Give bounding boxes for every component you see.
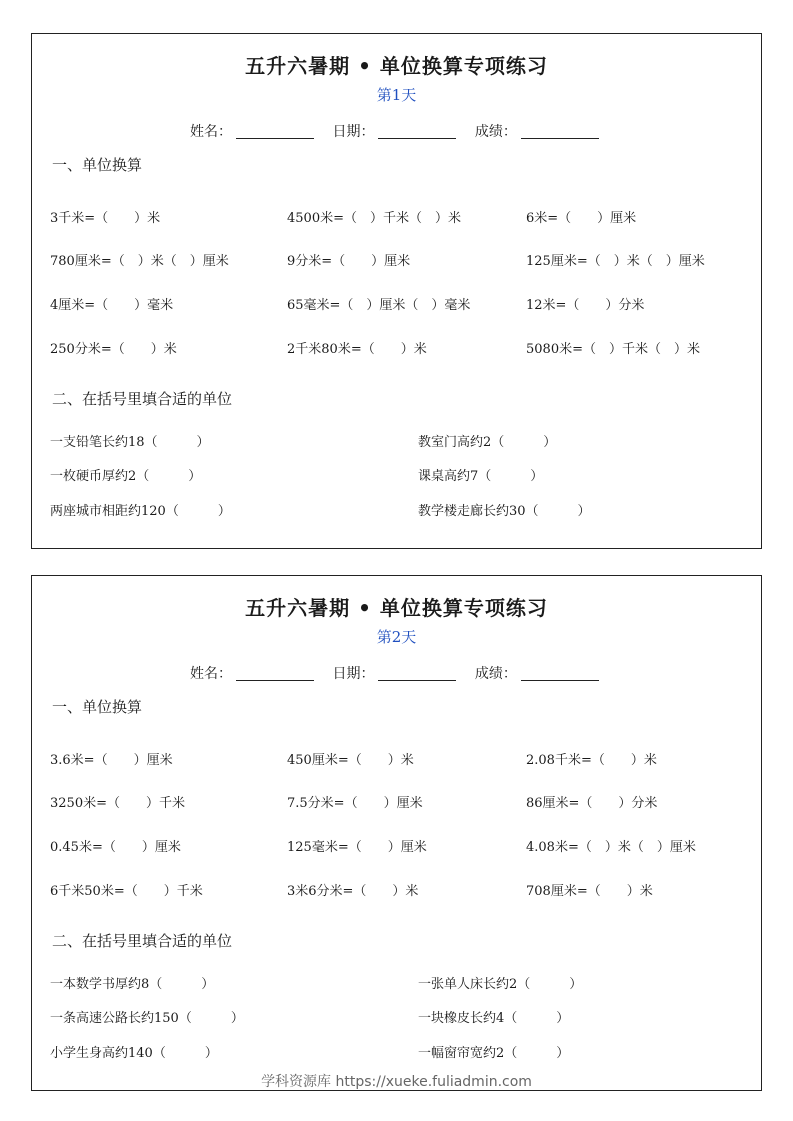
conversion-question: 4厘米=（ ）毫米 — [50, 298, 174, 313]
unit-question: 两座城市相距约120（ ） — [50, 504, 231, 519]
conversion-question: 250分米=（ ）米 — [50, 342, 177, 357]
conversion-question: 2千米80米=（ ）米 — [287, 342, 427, 357]
date-blank[interactable] — [378, 680, 456, 681]
section-unit-conversion: 一、单位换算 — [52, 698, 143, 716]
conversion-question: 3250米=（ ）千米 — [50, 796, 185, 811]
conversion-question: 4500米=（ ）千米（ ）米 — [287, 211, 461, 226]
name-label: 姓名： — [190, 124, 232, 140]
conversion-question: 450厘米=（ ）米 — [287, 753, 414, 768]
score-blank[interactable] — [521, 138, 599, 139]
conversion-question: 780厘米=（ ）米（ ）厘米 — [50, 254, 229, 269]
unit-question: 一条高速公路长约150（ ） — [50, 1011, 244, 1026]
conversion-question: 3米6分米=（ ）米 — [287, 884, 419, 899]
day-label: 第2天 — [376, 628, 417, 646]
conversion-question: 65毫米=（ ）厘米（ ）毫米 — [287, 298, 471, 313]
section-fill-units: 二、在括号里填合适的单位 — [52, 390, 233, 408]
conversion-question: 12米=（ ）分米 — [526, 298, 645, 313]
source-footer: 学科资源库 https://xueke.fuliadmin.com — [261, 1074, 532, 1090]
name-label: 姓名： — [190, 666, 232, 682]
worksheet-day-1 — [31, 33, 762, 549]
conversion-question: 0.45米=（ ）厘米 — [50, 840, 181, 855]
conversion-question: 125毫米=（ ）厘米 — [287, 840, 427, 855]
student-info-row — [190, 663, 613, 683]
conversion-question: 708厘米=（ ）米 — [526, 884, 653, 899]
score-label: 成绩： — [474, 124, 517, 140]
score-blank[interactable] — [521, 680, 599, 681]
conversion-question: 5080米=（ ）千米（ ）米 — [526, 342, 700, 357]
student-info-row — [190, 121, 613, 141]
day-label: 第1天 — [376, 86, 417, 104]
unit-question: 一张单人床长约2（ ） — [418, 977, 583, 992]
unit-question: 教室门高约2（ ） — [418, 435, 557, 450]
conversion-question: 86厘米=（ ）分米 — [526, 796, 658, 811]
unit-question: 一支铅笔长约18（ ） — [50, 435, 210, 450]
conversion-question: 125厘米=（ ）米（ ）厘米 — [526, 254, 705, 269]
name-blank[interactable] — [236, 680, 314, 681]
conversion-question: 7.5分米=（ ）厘米 — [287, 796, 423, 811]
unit-question: 一幅窗帘宽约2（ ） — [418, 1046, 570, 1061]
section-unit-conversion: 一、单位换算 — [52, 156, 143, 174]
conversion-question: 6米=（ ）厘米 — [526, 211, 637, 226]
date-label: 日期： — [332, 124, 375, 140]
worksheet-title: 五升六暑期 • 单位换算专项练习 — [245, 54, 548, 78]
conversion-question: 3千米=（ ）米 — [50, 211, 161, 226]
date-label: 日期： — [332, 666, 375, 682]
name-blank[interactable] — [236, 138, 314, 139]
worksheet-day-2 — [31, 575, 762, 1091]
conversion-question: 9分米=（ ）厘米 — [287, 254, 411, 269]
worksheet-title: 五升六暑期 • 单位换算专项练习 — [245, 596, 548, 620]
unit-question: 教学楼走廊长约30（ ） — [418, 504, 591, 519]
conversion-question: 2.08千米=（ ）米 — [526, 753, 657, 768]
unit-question: 一本数学书厚约8（ ） — [50, 977, 215, 992]
conversion-question: 4.08米=（ ）米（ ）厘米 — [526, 840, 696, 855]
unit-question: 小学生身高约140（ ） — [50, 1046, 218, 1061]
conversion-question: 3.6米=（ ）厘米 — [50, 753, 173, 768]
unit-question: 一块橡皮长约4（ ） — [418, 1011, 570, 1026]
unit-question: 一枚硬币厚约2（ ） — [50, 469, 202, 484]
score-label: 成绩： — [474, 666, 517, 682]
date-blank[interactable] — [378, 138, 456, 139]
conversion-question: 6千米50米=（ ）千米 — [50, 884, 203, 899]
section-fill-units: 二、在括号里填合适的单位 — [52, 932, 233, 950]
unit-question: 课桌高约7（ ） — [418, 469, 544, 484]
